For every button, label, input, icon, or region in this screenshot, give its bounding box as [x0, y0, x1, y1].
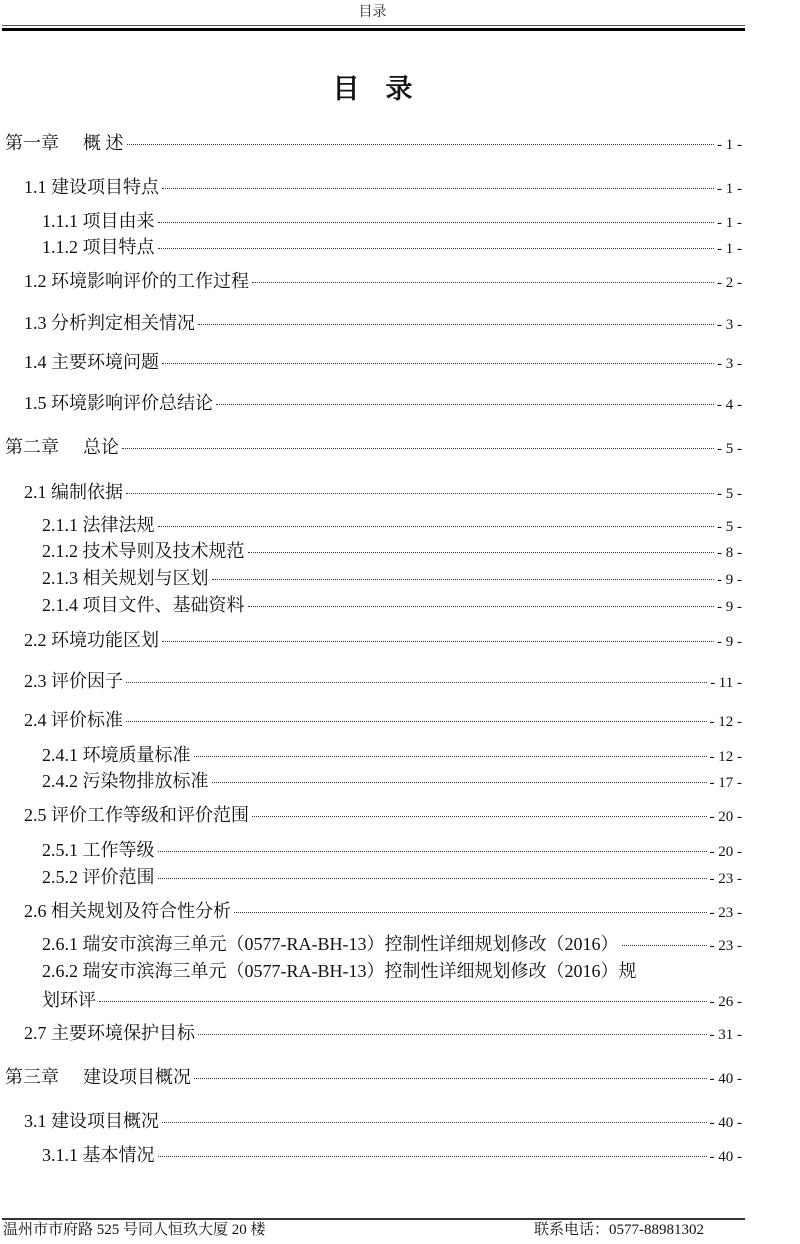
dot-leader	[158, 851, 707, 852]
dot-leader	[234, 912, 707, 913]
dot-leader	[622, 945, 707, 946]
toc-entry-s2_4_1[interactable]	[42, 744, 742, 768]
toc-entry-ch3[interactable]	[5, 1066, 742, 1090]
toc-entry-page: - 9 -	[717, 572, 742, 588]
toc-entry-page: - 12 -	[709, 714, 742, 730]
toc-entry-s2_6[interactable]	[24, 900, 742, 924]
dot-leader	[198, 1034, 707, 1035]
dot-leader	[126, 682, 707, 683]
toc-entry-s2_2[interactable]	[24, 629, 742, 653]
toc-entry-page: - 5 -	[717, 486, 742, 502]
toc-entry-title: 建设项目概况	[83, 1067, 191, 1087]
toc-entry-title: 评价工作等级和评价范围	[51, 805, 249, 825]
toc-entry-page: - 1 -	[717, 181, 742, 197]
dot-leader	[212, 782, 707, 783]
toc-entry-s1_2[interactable]	[24, 270, 742, 294]
footer-rule	[2, 1218, 745, 1220]
dot-leader	[126, 721, 707, 722]
toc-entry-label	[24, 900, 231, 922]
toc-entry-s1_3[interactable]	[24, 312, 742, 336]
toc-entry-ch2[interactable]	[5, 436, 742, 460]
toc-entry-number: 2.5	[24, 805, 47, 825]
toc-entry-label	[24, 629, 159, 651]
toc-entry-page: - 31 -	[709, 1027, 742, 1043]
toc-entry-label	[24, 670, 123, 692]
toc-entry-s2_5[interactable]	[24, 804, 742, 828]
toc-entry-number: 3.1.1	[42, 1145, 78, 1165]
toc-entry-s2_1_2[interactable]	[42, 540, 742, 564]
toc-entry-number: 2.7	[24, 1023, 47, 1043]
toc-entry-page: - 4 -	[717, 397, 742, 413]
toc-entry-number: 1.4	[24, 352, 47, 372]
toc-entry-s1_1_1[interactable]	[42, 210, 742, 234]
toc-entry-title: 分析判定相关情况	[51, 313, 195, 333]
dot-leader	[194, 1078, 707, 1079]
header-rule	[2, 25, 745, 26]
footer-address: 温州市市府路 525 号同人恒玖大厦 20 楼	[3, 1222, 266, 1238]
toc-entry-page: - 23 -	[709, 871, 742, 887]
toc-entry-label	[42, 933, 619, 955]
toc-entry-label	[24, 392, 213, 414]
toc-entry-title: 建设项目特点	[51, 177, 159, 197]
toc-entry-page: - 26 -	[709, 994, 742, 1010]
toc-entry-page: - 2 -	[717, 275, 742, 291]
toc-entry-label	[24, 351, 159, 373]
toc-entry-title: 评价因子	[51, 671, 123, 691]
toc-entry-number: 第一章	[5, 133, 59, 153]
toc-entry-label	[5, 1066, 191, 1088]
dot-leader	[252, 816, 707, 817]
toc-entry-s2_6_1[interactable]	[42, 933, 742, 957]
toc-entry-page: - 3 -	[717, 356, 742, 372]
toc-entry-title: 编制依据	[51, 482, 123, 502]
toc-entry-page: - 5 -	[717, 519, 742, 535]
toc-entry-number: 第三章	[5, 1067, 59, 1087]
toc-entry-title: 环境影响评价的工作过程	[51, 271, 249, 291]
toc-entry-label	[24, 176, 159, 198]
toc-entry-s3_1_1[interactable]	[42, 1144, 742, 1168]
toc-entry-title: 项目由来	[82, 211, 155, 231]
dot-leader	[122, 448, 714, 449]
dot-leader	[126, 493, 714, 494]
dot-leader	[127, 144, 715, 145]
toc-entry-title: 概 述	[83, 133, 124, 153]
page-title: 目录	[332, 74, 439, 104]
toc-entry-s2_7[interactable]	[24, 1022, 742, 1046]
toc-entry-s1_5[interactable]	[24, 392, 742, 416]
toc-entry-title: 主要环境问题	[51, 352, 159, 372]
toc-entry-label	[5, 436, 119, 458]
toc-entry-number: 3.1	[24, 1111, 47, 1131]
toc-entry-label	[42, 866, 155, 888]
toc-entry-label	[24, 312, 195, 334]
toc-entry-title: 项目特点	[82, 237, 155, 257]
toc-entry-s2_6_2[interactable]	[42, 960, 742, 1013]
toc-entry-page: - 1 -	[717, 241, 742, 257]
toc-entry-number: 2.6	[24, 901, 47, 921]
toc-entry-label	[24, 270, 249, 292]
toc-entry-number: 1.5	[24, 393, 47, 413]
toc-entry-number: 2.5.1	[42, 840, 78, 860]
toc-entry-number: 2.4.2	[42, 771, 78, 791]
toc-entry-number: 1.2	[24, 271, 47, 291]
toc-entry-number: 1.1.2	[42, 237, 78, 257]
toc-entry-label	[24, 709, 123, 731]
toc-entry-label	[24, 1110, 159, 1132]
toc-entry-number: 2.1.4	[42, 595, 78, 615]
toc-entry-continuation	[42, 989, 742, 1013]
toc-entry-title: 技术导则及技术规范	[82, 541, 245, 561]
toc-entry-label	[42, 1144, 155, 1166]
toc-entry-s2_1_3[interactable]	[42, 567, 742, 591]
toc-entry-label	[42, 744, 191, 766]
toc-entry-s1_1[interactable]	[24, 176, 742, 200]
toc-entry-page: - 11 -	[710, 675, 742, 691]
toc-entry-page: - 40 -	[709, 1071, 742, 1087]
toc-entry-title: 项目文件、基础资料	[82, 595, 245, 615]
toc-entry-title: 基本情况	[82, 1145, 155, 1165]
toc-entry-s2_3[interactable]	[24, 670, 742, 694]
dot-leader	[158, 222, 715, 223]
toc-entry-number: 2.4.1	[42, 745, 78, 765]
toc-entry-title: 法律法规	[82, 515, 155, 535]
dot-leader	[158, 248, 715, 249]
toc-entry-title: 瑞安市滨海三单元（0577-RA-BH-13）控制性详细规划修改（2016）规	[82, 961, 637, 981]
toc-entry-s1_4[interactable]	[24, 351, 742, 375]
toc-entry-page: - 5 -	[717, 441, 742, 457]
toc-entry-number: 1.3	[24, 313, 47, 333]
toc-entry-page: - 3 -	[717, 317, 742, 333]
dot-leader	[99, 1001, 707, 1002]
toc-entry-number: 1.1	[24, 177, 47, 197]
toc-entry-title: 环境功能区划	[51, 630, 159, 650]
toc-entry-title: 建设项目概况	[51, 1111, 159, 1131]
toc-entry-page: - 23 -	[709, 905, 742, 921]
toc-entry-number: 2.3	[24, 671, 47, 691]
toc-entry-number: 2.1	[24, 482, 47, 502]
dot-leader	[162, 188, 714, 189]
toc-entry-label	[42, 567, 209, 589]
toc-entry-number: 2.6.1	[42, 934, 78, 954]
footer-phone: 联系电话：0577-88981302	[534, 1222, 704, 1238]
toc-entry-label	[42, 961, 637, 981]
dot-leader	[252, 282, 714, 283]
dot-leader	[248, 606, 715, 607]
toc-entry-page: - 1 -	[717, 137, 742, 153]
dot-leader	[216, 404, 714, 405]
dot-leader	[162, 363, 714, 364]
dot-leader	[194, 756, 707, 757]
toc-entry-label	[42, 514, 155, 536]
toc-entry-s2_5_2[interactable]	[42, 866, 742, 890]
dot-leader	[248, 552, 715, 553]
toc-entry-number: 1.1.1	[42, 211, 78, 231]
toc-entry-title: 污染物排放标准	[82, 771, 209, 791]
toc-entry-page: - 40 -	[709, 1149, 742, 1165]
dot-leader	[212, 579, 715, 580]
toc-entry-page: - 23 -	[709, 938, 742, 954]
toc-entry-s2_4[interactable]	[24, 709, 742, 733]
toc-entry-page: - 9 -	[717, 599, 742, 615]
toc-entry-page: - 9 -	[717, 634, 742, 650]
toc-entry-number: 2.1.2	[42, 541, 78, 561]
toc-entry-number: 2.6.2	[42, 961, 78, 981]
toc-entry-s2_5_1[interactable]	[42, 839, 742, 863]
toc-entry-label	[42, 210, 155, 232]
toc-entry-number: 2.1.1	[42, 515, 78, 535]
toc-entry-page: - 1 -	[717, 215, 742, 231]
toc-entry-label	[42, 770, 209, 792]
toc-entry-s2_1_4[interactable]	[42, 594, 742, 618]
toc-entry-title: 总论	[83, 437, 119, 457]
toc-entry-number: 2.4	[24, 710, 47, 730]
dot-leader	[198, 324, 714, 325]
toc-entry-title: 工作等级	[82, 840, 155, 860]
toc-entry-page: - 12 -	[709, 749, 742, 765]
toc-entry-label	[42, 236, 155, 258]
toc-entry-number: 2.2	[24, 630, 47, 650]
toc-entry-title: 环境影响评价总结论	[51, 393, 213, 413]
toc-entry-page: - 8 -	[717, 545, 742, 561]
toc-entry-title: 环境质量标准	[82, 745, 191, 765]
toc-entry-title: 评价标准	[51, 710, 123, 730]
toc-entry-label	[24, 1022, 195, 1044]
toc-entry-page: - 17 -	[709, 775, 742, 791]
running-header: 目录	[358, 5, 387, 20]
toc-entry-label	[42, 540, 245, 562]
toc-entry-page: - 20 -	[709, 844, 742, 860]
toc-entry-title: 主要环境保护目标	[51, 1023, 195, 1043]
dot-leader	[158, 878, 707, 879]
toc-entry-page: - 40 -	[709, 1115, 742, 1131]
toc-entry-title: 相关规划与区划	[82, 568, 209, 588]
dot-leader	[158, 526, 715, 527]
toc-entry-label	[24, 481, 123, 503]
toc-entry-title: 瑞安市滨海三单元（0577-RA-BH-13）控制性详细规划修改（2016）	[82, 934, 619, 954]
dot-leader	[162, 1122, 707, 1123]
dot-leader	[162, 641, 714, 642]
toc-entry-number: 第二章	[5, 437, 59, 457]
dot-leader	[158, 1156, 707, 1157]
toc-entry-title: 相关规划及符合性分析	[51, 901, 231, 921]
toc-entry-s2_1[interactable]	[24, 481, 742, 505]
toc-entry-label	[42, 839, 155, 861]
toc-entry-label	[24, 804, 249, 826]
toc-entry-s2_1_1[interactable]	[42, 514, 742, 538]
toc-entry-s1_1_2[interactable]	[42, 236, 742, 260]
toc-entry-title: 评价范围	[82, 867, 155, 887]
toc-entry-number: 2.5.2	[42, 867, 78, 887]
toc-entry-title-cont: 划环评	[42, 990, 96, 1010]
toc-entry-label	[5, 132, 124, 154]
toc-entry-ch1[interactable]	[5, 132, 742, 156]
header-rule-thick	[2, 28, 745, 31]
toc-entry-page: - 20 -	[709, 809, 742, 825]
toc-entry-s3_1[interactable]	[24, 1110, 742, 1134]
toc-entry-s2_4_2[interactable]	[42, 770, 742, 794]
toc-entry-number: 2.1.3	[42, 568, 78, 588]
toc-entry-label	[42, 594, 245, 616]
